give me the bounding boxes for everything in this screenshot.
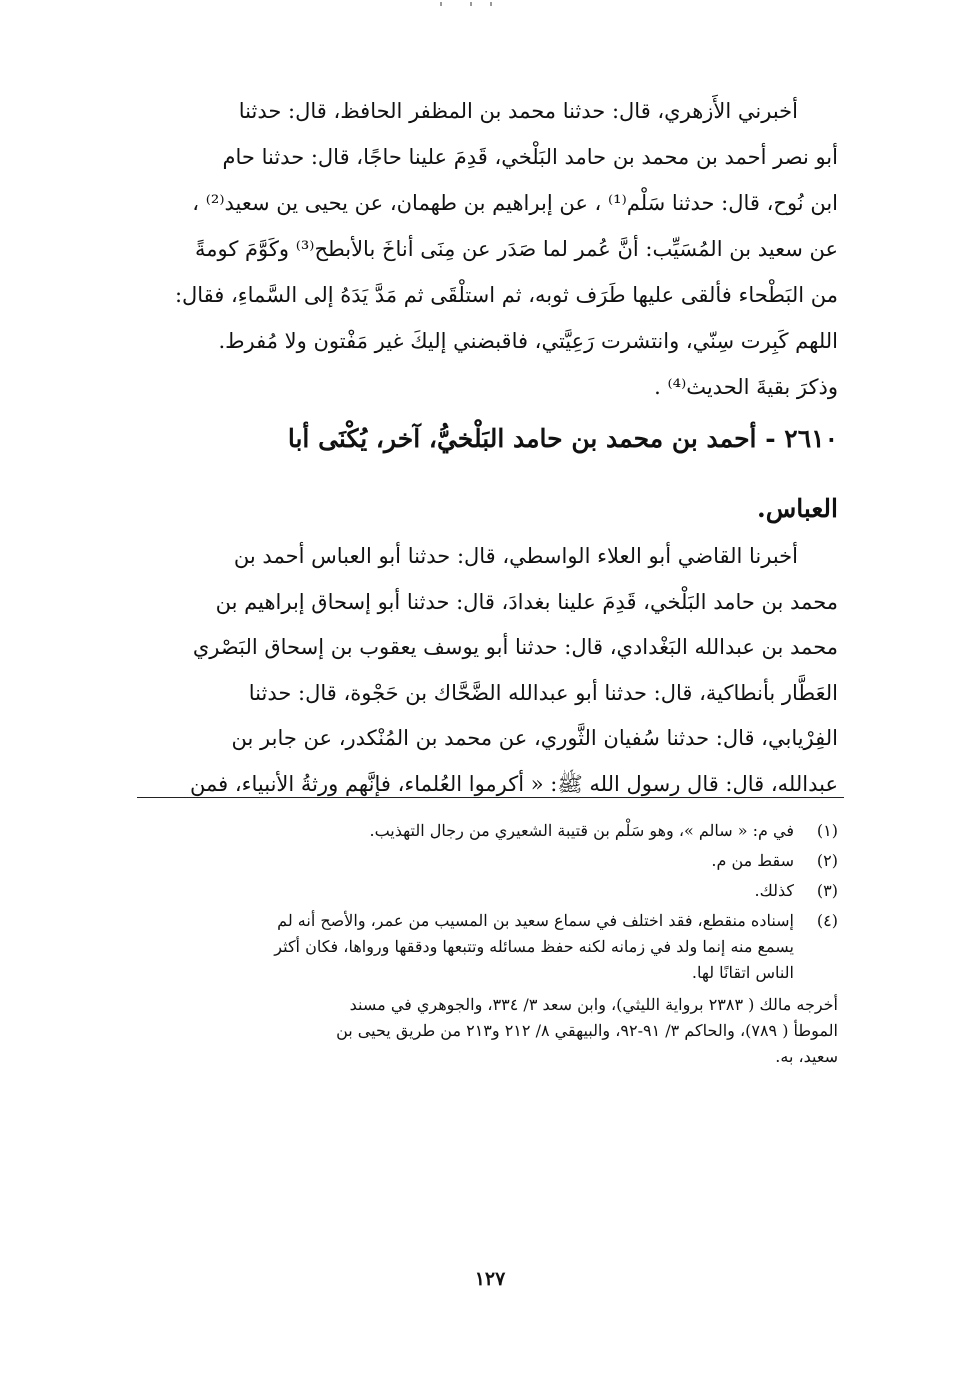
entry-title-line: العباس. (756, 494, 838, 523)
footnote-line: سعيد، به. (775, 1047, 838, 1066)
footnote-line: كذلك. (754, 881, 794, 900)
footnote-separator (137, 797, 844, 798)
text-line: عبدالله، قال: قال رسول الله ﷺ: « أكرموا العُلماء، فإنَّهم ورثةُ الأنبياء، فمن (190, 771, 838, 796)
footnote-text (130, 908, 794, 986)
text-line: الفِرْيابي، قال: حدثنا سُفيان الثَّوري، عن محمد بن المُنْكدر، عن جابر بن (231, 726, 838, 751)
footnote-line: أخرجه مالك ( ٢٣٨٣ برواية الليثي)، وابن سعد ٣/ ٣٣٤، والجوهري في مسند (349, 995, 838, 1014)
footnote-line: في م: « سالم »، وهو سَلْم بن قتيبة الشعيري من رجال التهذيب. (369, 821, 794, 840)
footnote-number: (٣) (816, 881, 838, 900)
footnote-1 (130, 818, 838, 844)
footnote-number: (٢) (816, 851, 838, 870)
page-number: ١٢٧ (474, 1268, 506, 1290)
entry-heading (130, 404, 838, 544)
text-line: عن سعيد بن المُسَيِّب: أنَّ عُمر لما صَدَر عن مِنَى أناخَ بالأبطح⁽³⁾ وكَوَّمَ كومةً (195, 237, 838, 261)
text-line: العَطَّار بأنطاكية، قال: حدثنا أبو عبدالله الضَّحَّاك بن حَجْوة، قال: حدثنا (248, 680, 838, 705)
footnote-text (130, 878, 794, 904)
text-line: ابن نُوح، قال: حدثنا سَلْم⁽¹⁾ ، عن إبراهيم بن طهمان، عن يحيى ين سعيد⁽²⁾ ، (192, 191, 838, 215)
scan-artifact (490, 2, 492, 6)
footnote-line: الناس اتقانًا لها. (691, 963, 794, 982)
footnote-3 (130, 878, 838, 904)
footnote-takhrij (130, 992, 838, 1070)
text-line: من البَطْحاء فألقى عليها طَرَف ثوبه، ثم استلْقَى ثم مَدَّ يَدَهُ إلى السَّماءِ، فقال: (174, 283, 838, 307)
scan-artifact (440, 2, 442, 6)
text-line: اللهم كَبِرت سِنّي، وانتشرت رَعِيَّتي، فاقبضني إليكَ غير مَفْتون ولا مُفرط. (218, 329, 838, 353)
entry-title-line: ٢٦١٠ - أحمد بن محمد بن حامد البَلْخيُّ، آخر، يُكْنَى أبا (287, 424, 838, 453)
isnad-paragraph-2 (130, 534, 838, 808)
text-line: أبو نصر أحمد بن محمد بن حامد البَلْخي، قَدِمَ علينا حاجًا، قال: حدثنا حام (222, 145, 838, 169)
footnote-line: الموطأ ( ٧٨٩)، والحاكم ٣/ ٩١-٩٢، والبيهقي ٨/ ٢١٢ و٢١٣ من طريق يحيى بن (336, 1021, 838, 1040)
footnote-number: (١) (816, 821, 838, 840)
footnote-line: يسمع منه إنما ولد في زمانه لكنه حفظ مسائله وتتبعها ودققها ورواها، فكان أكثر (274, 937, 794, 956)
isnad-paragraph-1 (130, 88, 838, 410)
text-line: محمد بن عبدالله البَغْدادي، قال: حدثنا أبو يوسف يعقوب بن إسحاق البَصْري (192, 635, 838, 660)
text-line: أخبرني الأَزهري، قال: حدثنا محمد بن المظفر الحافظ، قال: حدثنا (238, 99, 798, 123)
footnote-text (130, 818, 794, 844)
text-line: محمد بن حامد البَلْخي، قَدِمَ علينا بغدادَ، قال: حدثنا أبو إسحاق إبراهيم بن (215, 589, 838, 614)
footnote-text (130, 848, 794, 874)
footnotes (130, 818, 838, 1070)
footnote-number: (٤) (816, 911, 838, 930)
footnote-line: سقط من م. (711, 851, 794, 870)
footnote-line: إسناده منقطع، فقد اختلف في سماع سعيد بن المسيب من عمر، والأصح أنه لم (277, 911, 794, 930)
footnote-4 (130, 908, 838, 986)
text-line: وذكرَ بقيةَ الحديث⁽⁴⁾ . (654, 375, 838, 399)
scan-artifact (470, 2, 472, 6)
text-line: أخبرنا القاضي أبو العلاء الواسطي، قال: حدثنا أبو العباس أحمد بن (233, 544, 798, 568)
footnote-2 (130, 848, 838, 874)
